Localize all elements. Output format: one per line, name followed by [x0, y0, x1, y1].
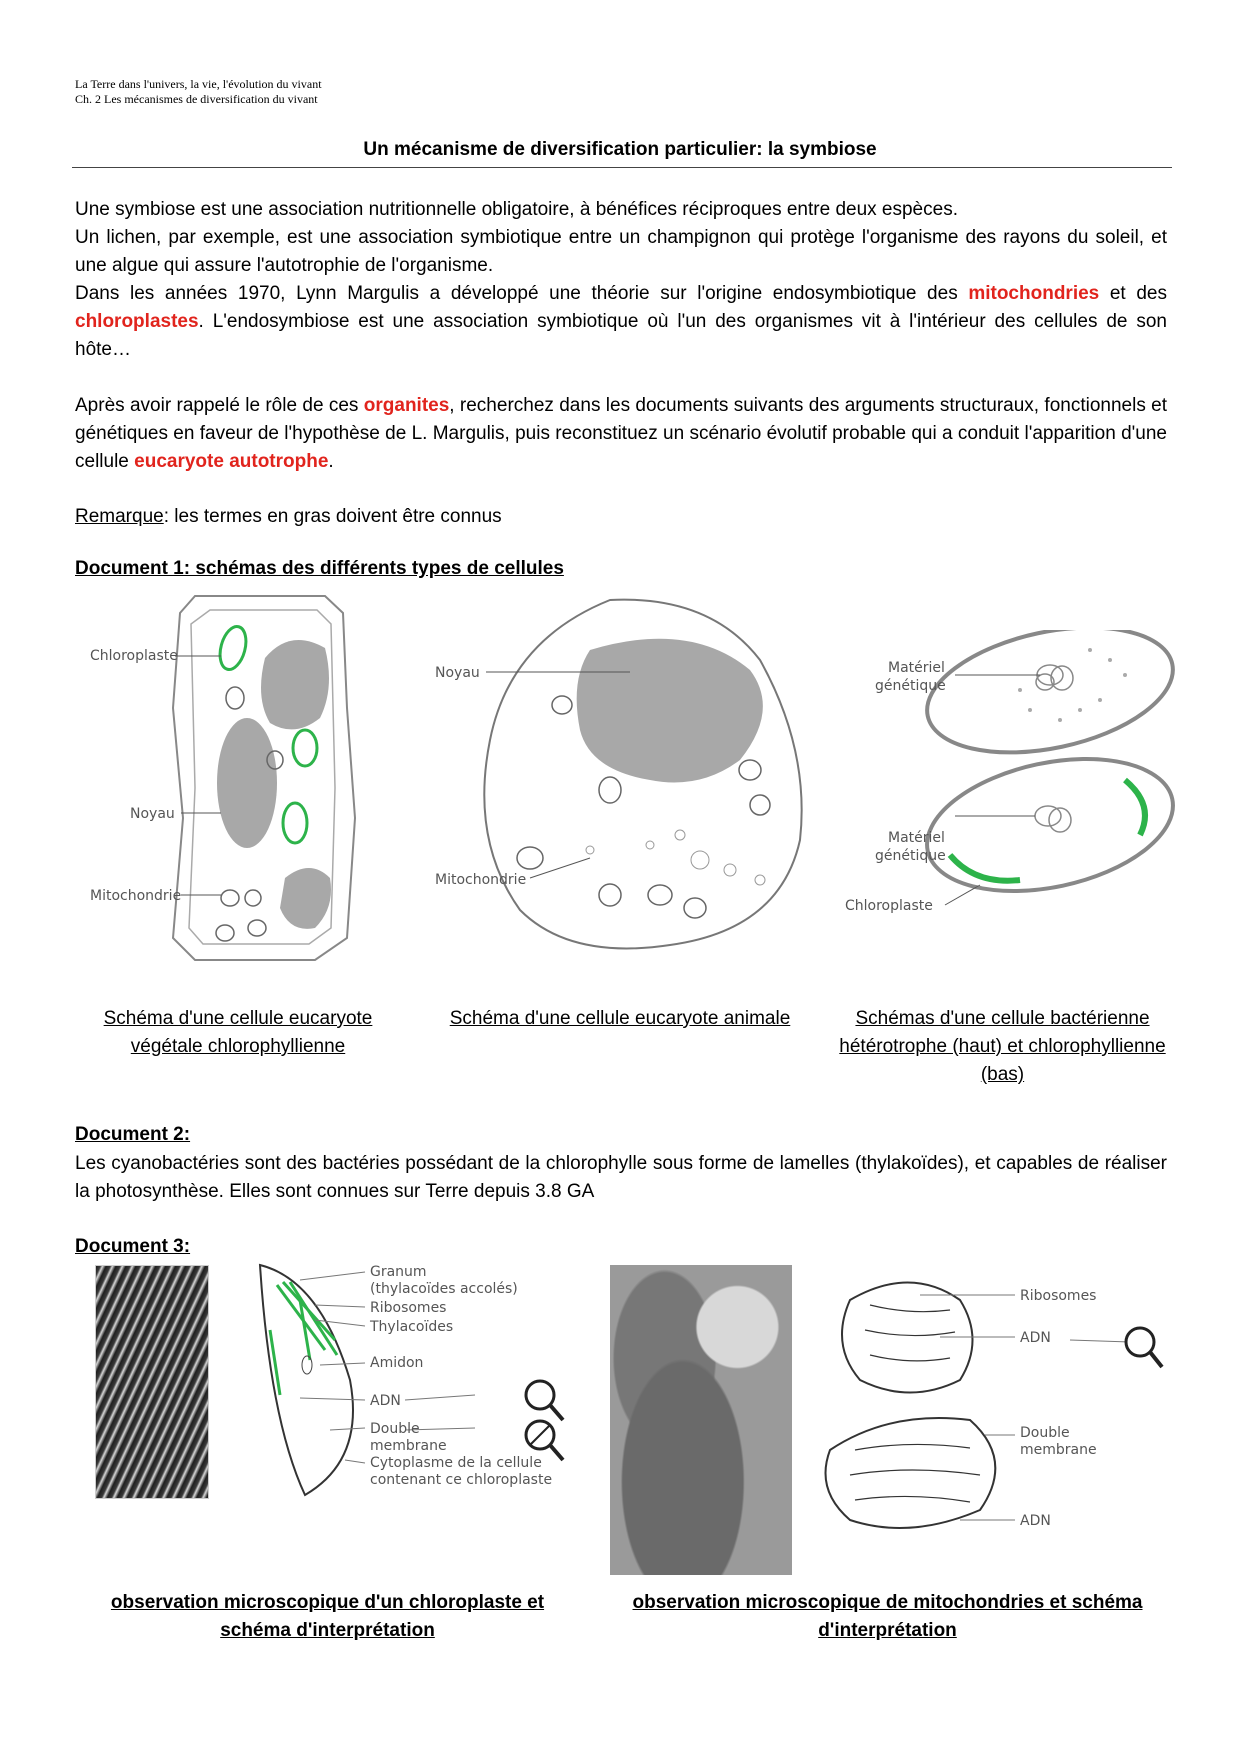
bacterium-chlorophyllian [915, 738, 1180, 911]
chloroplast-micrograph [95, 1265, 209, 1499]
label-mat1a: Matériel [888, 660, 945, 676]
doc1-heading: Document 1: schémas des différents types de cellules [75, 558, 564, 579]
label-mat2b: génétique [875, 848, 946, 864]
term-chloroplastes: chloroplastes [75, 311, 199, 332]
plant-nucleus [217, 718, 277, 848]
task-text: Après avoir rappelé le rôle de ces organites, recherchez dans les documents suivants des arguments structuraux, fonctionnels et génétiques en faveur de l'hypothèse de L. Margulis, puis reconstituez un scénario évolutif probable qui a conduit l'apparition d'une cellule eucaryote autotrophe. [75, 395, 1168, 472]
term-eucaryote-autotrophe: eucaryote autotrophe [134, 451, 329, 472]
caption-chloroplast: observation microscopique d'un chloroplaste et schéma d'interprétation [110, 1592, 545, 1641]
leader-bact-chloroplaste [945, 885, 980, 905]
remark: Remarque: les termes en gras doivent être connus [75, 506, 502, 527]
animal-nucleus [577, 639, 763, 783]
page-title: Un mécanisme de diversification particulier: la symbiose [363, 139, 877, 160]
label-granum-1: Granum [370, 1264, 427, 1280]
plant-vacuole [261, 640, 329, 729]
label-mito-ribosomes: Ribosomes [1020, 1288, 1097, 1304]
label-mito-double-2: membrane [1020, 1442, 1097, 1458]
label-animal-noyau: Noyau [435, 665, 480, 681]
label-mat2a: Matériel [888, 830, 945, 846]
label-bact-chloroplaste: Chloroplaste [845, 898, 933, 914]
chloroplast-diagram [245, 1260, 580, 1500]
label-thylacoides: Thylacoïdes [370, 1319, 454, 1335]
mitochondria-diagram [810, 1270, 1170, 1550]
caption-mitochondria: observation microscopique de mitochondries et schéma d'interprétation [632, 1592, 1143, 1641]
label-double-1: Double [370, 1421, 420, 1437]
mito-magnifier-icon [1126, 1328, 1162, 1367]
doc2-text: Les cyanobactéries sont des bactéries possédant de la chlorophylle sous forme de lamelles (thylakoïdes), et capables de réaliser la photosynthèse. Elles sont connues sur Terre depuis 3.8 GA [75, 1153, 1167, 1202]
animal-cell-diagram [430, 590, 820, 960]
chloroplast-outline [260, 1265, 353, 1495]
intro-p3: Dans les années 1970, Lynn Margulis a développé une théorie sur l'origine endosymbiotique des mitochondries et des chloroplastes. L'endosymbiose est une association symbiotique où l'un des organismes vit à l'intérieur des cellules de son hôte… [75, 283, 1167, 360]
label-ribosomes: Ribosomes [370, 1300, 447, 1316]
label-mito-adn-2: ADN [1020, 1513, 1051, 1529]
label-mito-double-1: Double [1020, 1425, 1070, 1441]
intro-text [75, 196, 1167, 364]
label-chloroplaste: Chloroplaste [90, 648, 178, 664]
doc3-heading: Document 3: [75, 1236, 191, 1257]
label-cyto-1: Cytoplasme de la cellule [370, 1455, 542, 1471]
intro-p1: Une symbiose est une association nutritionnelle obligatoire, à bénéfices réciproques entre deux espèces. [75, 199, 958, 220]
label-noyau: Noyau [130, 806, 175, 822]
caption-animal-cell: Schéma d'une cellule eucaryote animale [449, 1008, 791, 1029]
label-cyto-2: contenant ce chloroplaste [370, 1472, 553, 1488]
magnifier-icon [526, 1381, 563, 1420]
header-line-2: Ch. 2 Les mécanismes de diversification du vivant [75, 92, 318, 106]
term-organites: organites [363, 395, 450, 416]
label-animal-mitochondrie: Mitochondrie [435, 872, 527, 888]
label-mitochondrie: Mitochondrie [90, 888, 182, 904]
bacterium-heterotroph [916, 630, 1180, 773]
term-mitochondries: mitochondries [968, 283, 1100, 304]
mitochondria-micrograph [610, 1265, 792, 1575]
remark-label: Remarque [75, 506, 164, 527]
doc2-heading: Document 2: [75, 1124, 191, 1145]
label-amidon: Amidon [370, 1355, 424, 1371]
caption-plant-cell: Schéma d'une cellule eucaryote végétale chlorophyllienne [103, 1008, 373, 1057]
label-double-2: membrane [370, 1438, 447, 1454]
header-line-1: La Terre dans l'univers, la vie, l'évolution du vivant [75, 77, 322, 91]
bacteria-diagrams [840, 630, 1180, 950]
plant-cell-diagram [85, 588, 415, 968]
mitochondrion-2 [826, 1418, 996, 1528]
label-adn: ADN [370, 1393, 401, 1409]
label-granum-2: (thylacoïdes accolés) [370, 1281, 518, 1297]
caption-bacteria-cell: Schémas d'une cellule bactérienne hétérotrophe (haut) et chlorophyllienne (bas) [839, 1008, 1166, 1085]
title-divider [72, 167, 1172, 168]
label-mat1b: génétique [875, 678, 946, 694]
intro-p2: Un lichen, par exemple, est une association symbiotique entre un champignon qui protège l'organisme des rayons du soleil, et une algue qui assure l'autotrophie de l'organisme. [75, 227, 1167, 276]
label-mito-adn-1: ADN [1020, 1330, 1051, 1346]
